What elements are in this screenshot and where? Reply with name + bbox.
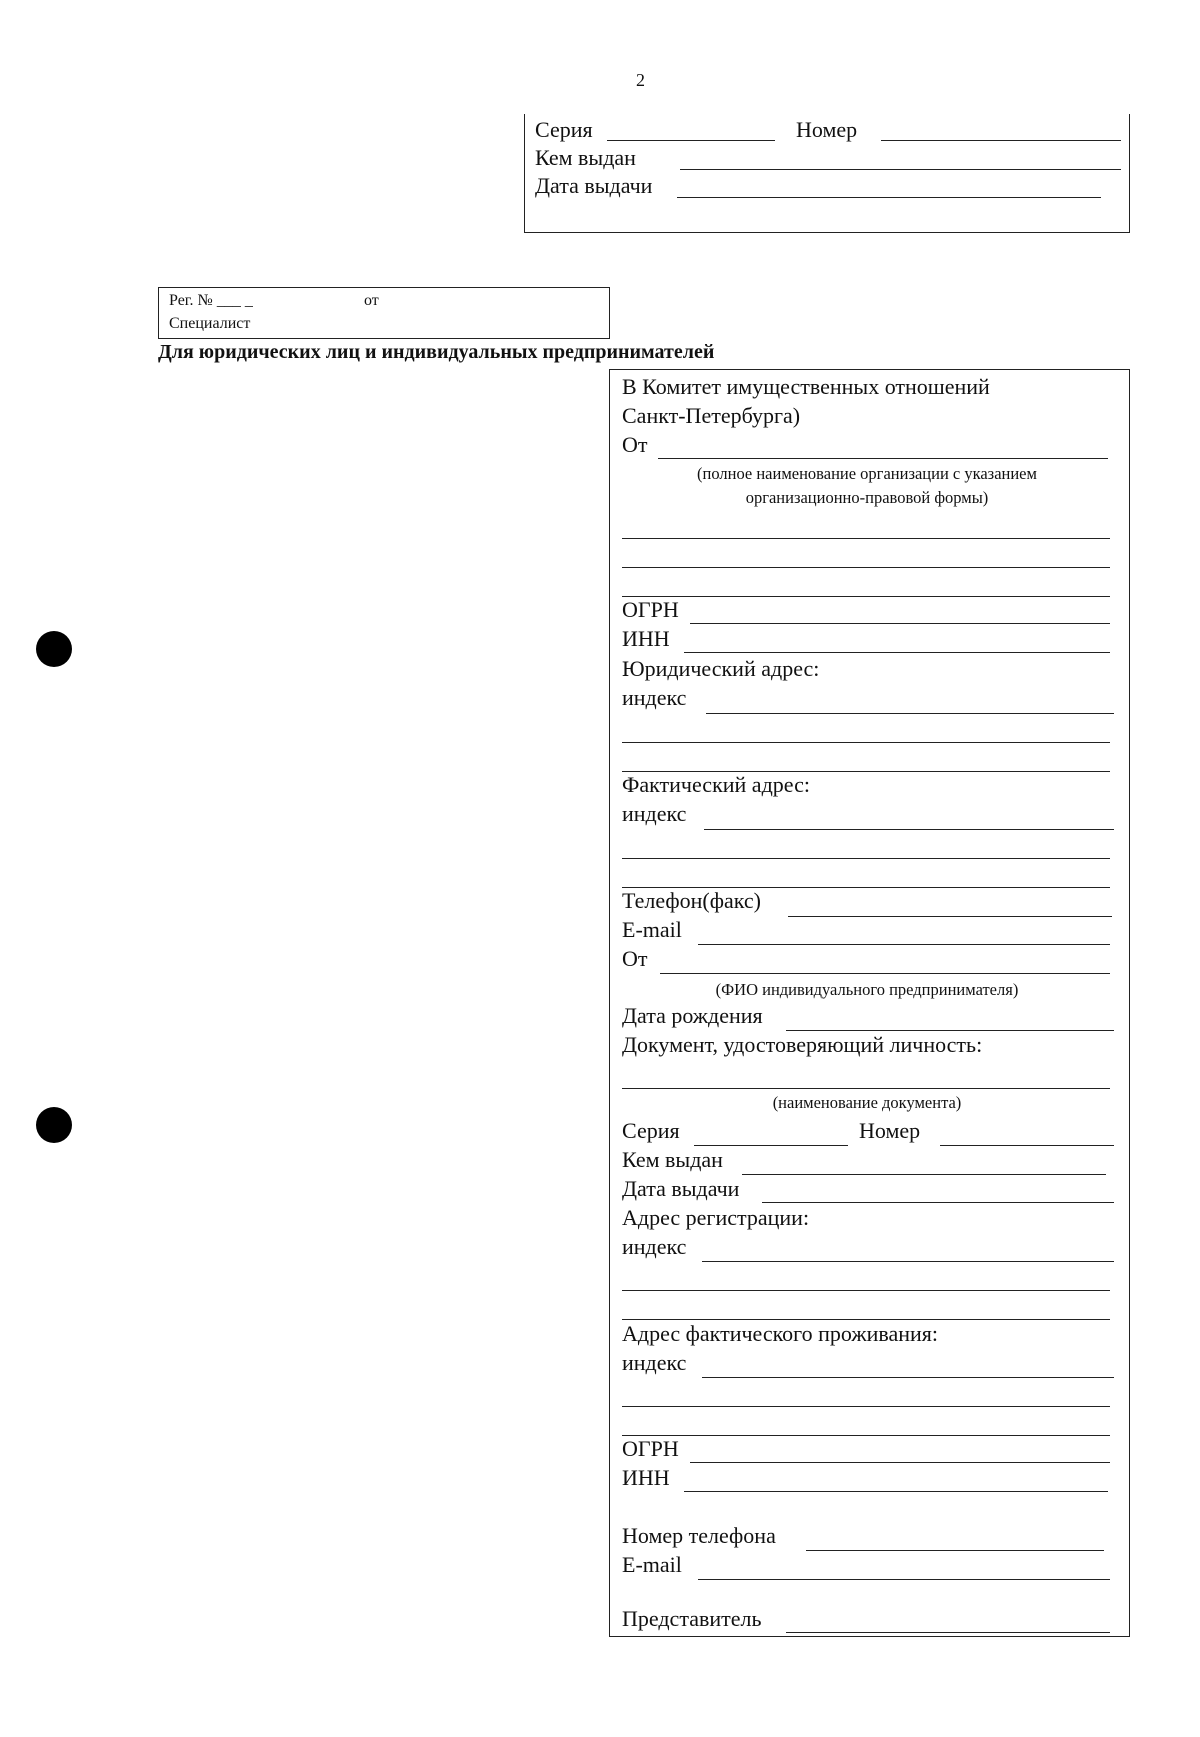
application-form-box [609,369,1130,1637]
issue-date-label: Дата выдачи [535,173,653,198]
legal-address-label: Юридический адрес: [622,656,820,681]
legal-index-label: индекс [622,685,687,710]
representative-label: Представитель [622,1606,762,1631]
org-name-hint-2: организационно-правовой формы) [745,488,989,507]
series-field[interactable] [694,1145,848,1146]
org-name-hint-1: (полное наименование организации с указанием [697,464,1037,483]
series-field[interactable] [607,140,775,141]
email-label: E-mail [622,917,682,942]
legal-index-field[interactable] [706,713,1114,714]
number-label: Номер [859,1118,921,1143]
punch-hole [36,1107,72,1143]
section-title: Для юридических лиц и индивидуальных предпринимателей [158,341,715,363]
org-name-line-2[interactable] [622,538,1110,539]
reg-number-label: Рег. № ___ _ [169,292,253,309]
issued-by-label: Кем выдан [535,145,636,170]
number-field[interactable] [940,1145,1114,1146]
number-field[interactable] [881,140,1121,141]
legal-address-line-2[interactable] [622,742,1110,743]
phone-fax-field[interactable] [788,916,1112,917]
ip-email-field[interactable] [698,1579,1110,1580]
issue-date-label: Дата выдачи [622,1176,740,1201]
ip-name-hint: (ФИО индивидуального предпринимателя) [715,980,1019,999]
passport-details-box [524,114,1130,233]
ip-name-field[interactable] [660,973,1110,974]
representative-field[interactable] [786,1632,1110,1633]
residence-address-line-3[interactable] [622,1435,1110,1436]
number-label: Номер [796,117,858,142]
issued-by-field[interactable] [680,169,1121,170]
ip-email-label: E-mail [622,1552,682,1577]
actual-index-field[interactable] [704,829,1114,830]
ip-ogrn-field[interactable] [690,1462,1110,1463]
punch-hole [36,631,72,667]
ip-ogrn-label: ОГРН [622,1436,679,1461]
inn-label: ИНН [622,626,670,651]
reg-address-line-2[interactable] [622,1290,1110,1291]
addressee-line-1: В Комитет имущественных отношений [622,374,990,399]
org-name-line-4[interactable] [622,596,1110,597]
page-number: 2 [636,70,645,90]
org-name-line-3[interactable] [622,567,1110,568]
ip-inn-label: ИНН [622,1465,670,1490]
reg-address-label: Адрес регистрации: [622,1205,810,1230]
actual-address-line-2[interactable] [622,858,1110,859]
series-label: Серия [535,117,593,142]
doc-name-hint: (наименование документа) [772,1093,962,1112]
inn-field[interactable] [684,652,1110,653]
actual-index-label: индекс [622,801,687,826]
from-label: От [622,432,648,457]
residence-address-line-2[interactable] [622,1406,1110,1407]
issued-by-field[interactable] [742,1174,1106,1175]
issued-by-label: Кем выдан [622,1147,723,1172]
reg-index-label: индекс [622,1234,687,1259]
ogrn-field[interactable] [690,623,1110,624]
specialist-label: Специалист [169,315,251,332]
series-label: Серия [622,1118,680,1143]
email-field[interactable] [698,944,1110,945]
issued-by-row [535,145,1119,171]
phone-number-field[interactable] [806,1550,1104,1551]
id-document-label: Документ, удостоверяющий личность: [622,1032,983,1057]
from-ip-label: От [622,946,648,971]
phone-number-label: Номер телефона [622,1523,776,1548]
issue-date-row [535,173,1119,199]
residence-index-field[interactable] [702,1377,1114,1378]
residence-address-label: Адрес фактического проживания: [622,1321,938,1346]
reg-index-field[interactable] [702,1261,1114,1262]
birth-date-label: Дата рождения [622,1003,763,1028]
reg-from-label: от [364,292,379,309]
id-document-field[interactable] [622,1088,1110,1089]
actual-address-label: Фактический адрес: [622,772,810,797]
residence-index-label: индекс [622,1350,687,1375]
issue-date-field[interactable] [677,197,1101,198]
addressee-line-2: Санкт-Петербурга) [622,403,801,428]
birth-date-field[interactable] [786,1030,1114,1031]
phone-fax-label: Телефон(факс) [622,888,761,913]
issue-date-field[interactable] [762,1202,1114,1203]
org-name-field[interactable] [658,458,1108,459]
ip-inn-field[interactable] [684,1491,1108,1492]
registration-box [158,287,610,339]
ogrn-label: ОГРН [622,597,679,622]
reg-address-line-3[interactable] [622,1319,1110,1320]
